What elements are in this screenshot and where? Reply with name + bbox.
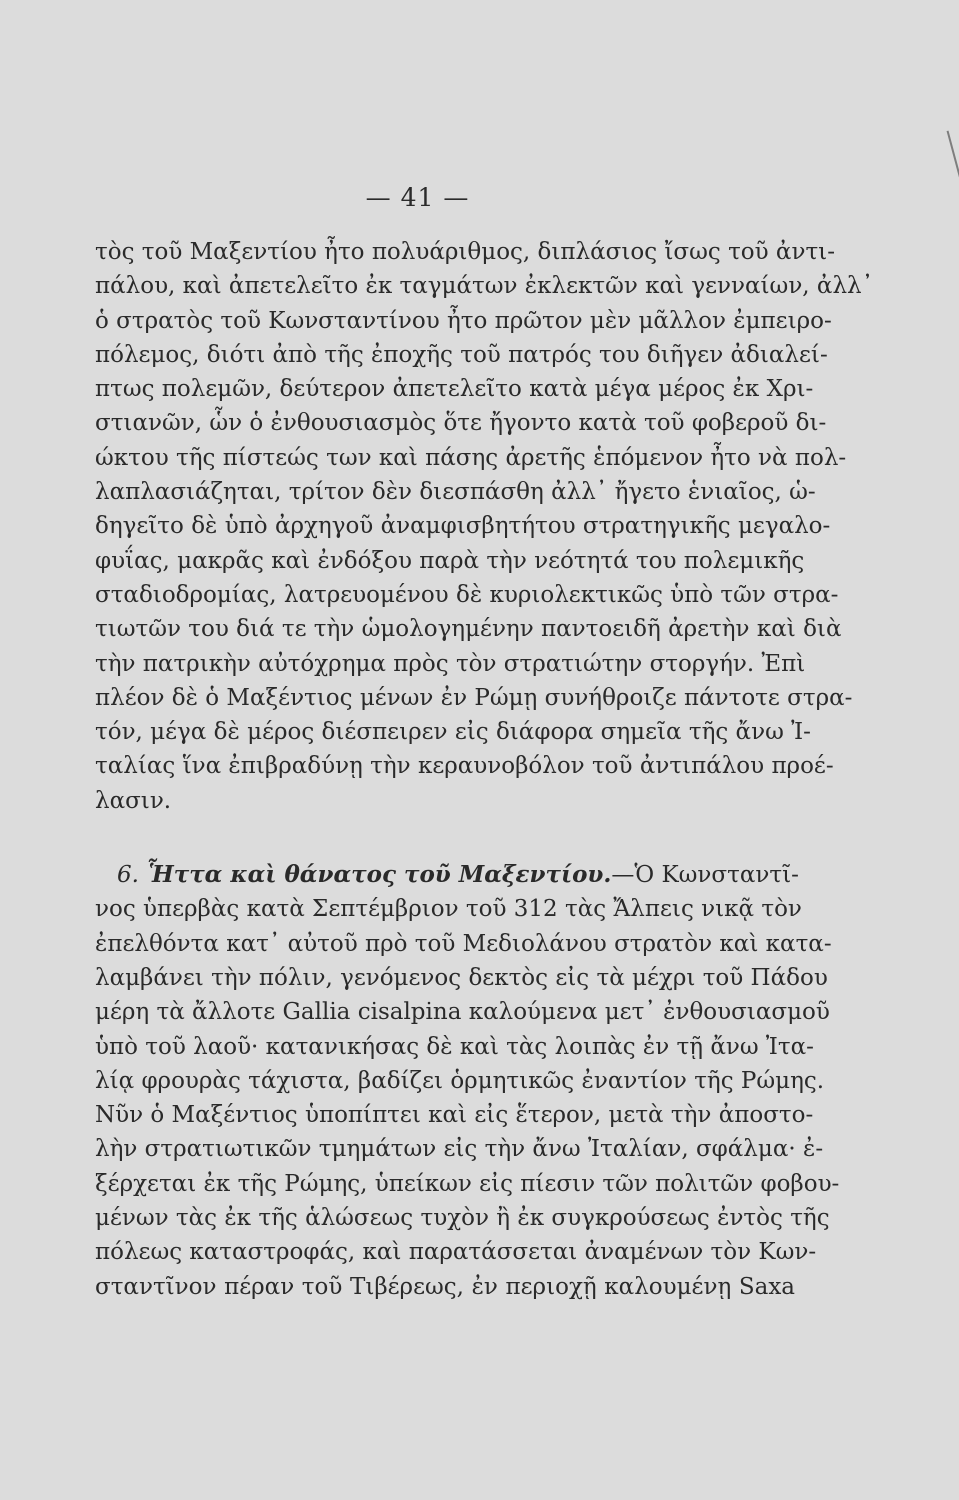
paragraph-1 bbox=[95, 235, 874, 818]
text-line: πόλεως καταστροφάς, καὶ παρατάσσεται ἀναμένων τὸν Κων- bbox=[95, 1239, 817, 1266]
text-line: λὴν στρατιωτικῶν τμημάτων εἰς τὴν ἄνω Ἰταλίαν, σφάλμα· ἐ- bbox=[95, 1136, 824, 1163]
text-line: ὑπὸ τοῦ λαοῦ· κατανικήσας δὲ καὶ τὰς λοιπὰς ἐν τῇ ἄνω Ἰτα- bbox=[95, 1033, 814, 1060]
text-line: σταντῖνον πέραν τοῦ Τιβέρεως, ἐν περιοχῇ καλουμένῃ Saxa bbox=[95, 1273, 795, 1300]
page-edge-mark bbox=[947, 131, 959, 180]
text-line: πόλεμος, διότι ἀπὸ τῆς ἐποχῆς τοῦ πατρός του διῆγεν ἀδιαλεί- bbox=[95, 341, 828, 368]
text-line: δηγεῖτο δὲ ὑπὸ ἀρχηγοῦ ἀναμφισβητήτου στρατηγικῆς μεγαλο- bbox=[95, 513, 831, 540]
text-line: μέρη τὰ ἄλλοτε Gallia cisalpina καλούμενα μετ᾽ ἐνθουσιασμοῦ bbox=[95, 999, 830, 1026]
body-text bbox=[95, 235, 874, 1304]
text-line: τιωτῶν του διά τε τὴν ὡμολογημένην παντοειδῆ ἀρετὴν καὶ διὰ bbox=[95, 616, 842, 643]
text-line: ξέρχεται ἐκ τῆς Ρώμης, ὑπείκων εἰς πίεσιν τῶν πολιτῶν φοβου- bbox=[95, 1170, 840, 1197]
text-line: λαμβάνει τὴν πόλιν, γενόμενος δεκτὸς εἰς τὰ μέχρι τοῦ Πάδου bbox=[95, 964, 828, 991]
text-line: πάλου, καὶ ἀπετελεῖτο ἐκ ταγμάτων ἐκλεκτῶν καὶ γενναίων, ἀλλ᾽ bbox=[95, 273, 874, 300]
text-line: λαπλασιάζηται, τρίτον δὲν διεσπάσθη ἀλλ᾽ ἤγετο ἑνιαῖος, ὡ- bbox=[95, 479, 816, 506]
page-number: — 41 — bbox=[365, 183, 470, 212]
section-heading-line bbox=[95, 858, 799, 892]
text-line: Νῦν ὁ Μαξέντιος ὑποπίπτει καὶ εἰς ἕτερον, μετὰ τὴν ἀποστο- bbox=[95, 1102, 814, 1129]
text-line: λασιν. bbox=[95, 787, 172, 814]
text-line: τὸς τοῦ Μαξεντίου ἦτο πολυάριθμος, διπλάσιος ἴσως τοῦ ἀντι- bbox=[95, 239, 835, 265]
text-line: νος ὑπερβὰς κατὰ Σεπτέμβριον τοῦ 312 τὰς Ἄλπεις νικᾷ τὸν bbox=[95, 896, 802, 923]
text-line: ταλίας ἵνα ἐπιβραδύνῃ τὴν κεραυνοβόλον τοῦ ἀντιπάλου προέ- bbox=[95, 753, 834, 780]
section-number: 6. bbox=[117, 862, 139, 889]
text-line: ἐπελθόντα κατ᾽ αὐτοῦ πρὸ τοῦ Μεδιολάνου στρατὸν καὶ κατα- bbox=[95, 930, 832, 957]
section-first-line-text: —Ὁ Κωνσταντῖ- bbox=[611, 862, 799, 889]
section-6 bbox=[95, 858, 840, 1304]
text-line: στιανῶν, ὧν ὁ ἐνθουσιασμὸς ὅτε ἤγοντο κατὰ τοῦ φοβεροῦ δι- bbox=[95, 410, 827, 437]
text-line: τόν, μέγα δὲ μέρος διέσπειρεν εἰς διάφορα σημεῖα τῆς ἄνω Ἰ- bbox=[95, 719, 811, 746]
text-line: πλέον δὲ ὁ Μαξέντιος μένων ἐν Ρώμῃ συνήθροιζε πάντοτε στρα- bbox=[95, 684, 853, 711]
text-line: μένων τὰς ἐκ τῆς ἁλώσεως τυχὸν ἢ ἐκ συγκρούσεως ἐντὸς τῆς bbox=[95, 1205, 830, 1232]
section-title: Ἧττα καὶ θάνατος τοῦ Μαξεντίου. bbox=[146, 861, 612, 889]
text-line: φυΐας, μακρᾶς καὶ ἐνδόξου παρὰ τὴν νεότητά του πολεμικῆς bbox=[95, 547, 805, 574]
text-line: τὴν πατρικὴν αὐτόχρημα πρὸς τὸν στρατιώτην στοργήν. Ἐπὶ bbox=[95, 650, 806, 677]
text-line: λίᾳ φρουρὰς τάχιστα, βαδίζει ὁρμητικῶς ἐναντίον τῆς Ρώμης. bbox=[95, 1067, 825, 1094]
text-line: πτως πολεμῶν, δεύτερον ἀπετελεῖτο κατὰ μέγα μέρος ἐκ Χρι- bbox=[95, 376, 814, 403]
text-line: ώκτου τῆς πίστεώς των καὶ πάσης ἀρετῆς ἑπόμενον ἦτο νὰ πολ- bbox=[95, 444, 847, 471]
section-gap bbox=[95, 818, 795, 858]
text-line: ὁ στρατὸς τοῦ Κωνσταντίνου ἦτο πρῶτον μὲν μᾶλλον ἐμπειρο- bbox=[95, 307, 832, 334]
text-line: σταδιοδρομίας, λατρευομένου δὲ κυριολεκτικῶς ὑπὸ τῶν στρα- bbox=[95, 581, 839, 608]
